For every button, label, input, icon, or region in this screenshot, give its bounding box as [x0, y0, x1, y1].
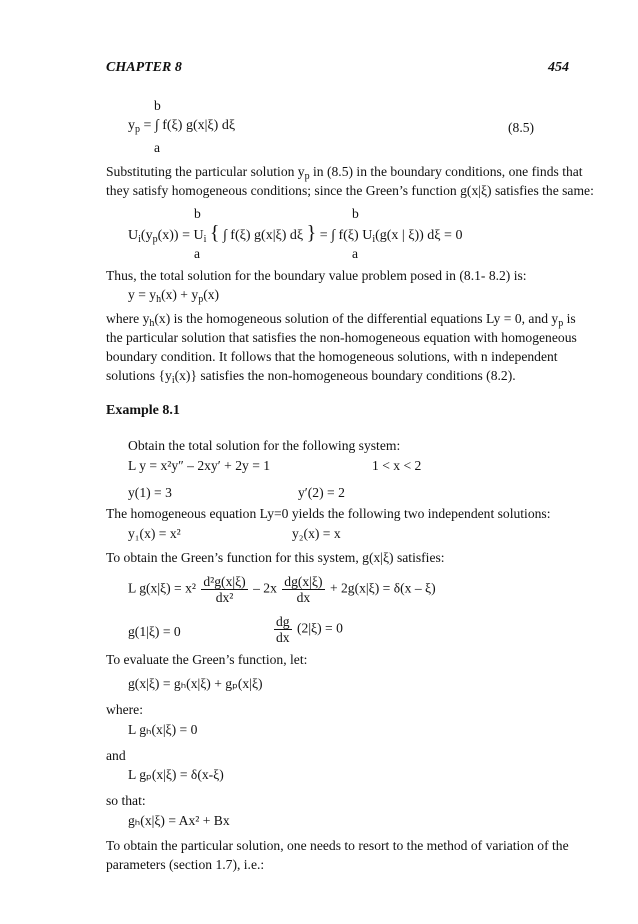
example-eval: To evaluate the Green’s function, let: [106, 652, 308, 667]
eqb-upper2: b [352, 206, 359, 221]
example-green-intro: To obtain the Green’s function for this system, g(x|ξ) satisfies: [106, 550, 445, 565]
example-final-line1: To obtain the particular solution, one needs to resort to the method of variation of the [106, 838, 569, 853]
example-bc2: y′(2) = 2 [298, 485, 345, 500]
green-bc2: $\frac{dg}{dx}$ (2|ξ) = 0 [276, 614, 343, 645]
example-split: g(x|ξ) = gₕ(x|ξ) + gₚ(x|ξ) [128, 676, 263, 691]
chapter-heading: CHAPTER 8 [106, 60, 182, 75]
para3-line2: the particular solution that satisfies the non-homogeneous equation with homogeneous [106, 330, 577, 345]
example-final-line2: parameters (section 1.7), i.e.: [106, 857, 265, 872]
eqb-upper1: b [194, 206, 201, 221]
eqb-body: $U_i(y_p(x)) = U_i$ { ∫ f(ξ) g(x|ξ) dξ } = ∫ f(ξ) $U_i(g(x$ | ξ)) dξ = 0 [128, 222, 463, 245]
example-y1: y₁(x) = x² [128, 526, 181, 541]
example-lgp: L gₚ(x|ξ) = δ(x-ξ) [128, 767, 224, 782]
example-so-that: so that: [106, 793, 146, 808]
green-equation: L g(x|ξ) = x² $\frac{\text{d²g(x|ξ)}}{\text{dx²}}$ – 2x $\frac{dg(x|\xi)}{dx}$ + 2g(x|ξ) = δ(x – ξ) [128, 574, 436, 605]
example-bc1: y(1) = 3 [128, 485, 172, 500]
eqb-lower1: a [194, 246, 201, 261]
para1-line2: they satisfy homogeneous conditions; since the Green’s function g(x|ξ) satisfies the same: [106, 183, 594, 198]
green-bc1: g(1|ξ) = 0 [128, 624, 181, 639]
eq-total: $y = y_h(x) + y_p(x)$ [128, 287, 220, 305]
example-and: and [106, 748, 126, 763]
example-title: Example 8.1 [106, 403, 180, 418]
eq85-upper-limit: b [154, 98, 161, 113]
right-curly-brace-icon: } [306, 222, 317, 244]
page-number: 454 [548, 60, 569, 75]
green-fraction-second-derivative: $\frac{\text{d²g(x|ξ)}}{\text{dx²}}$ [203, 574, 246, 605]
example-ode: L y = x²y″ – 2xy′ + 2y = 1 [128, 458, 271, 473]
green-fraction-first-derivative: $\frac{dg(x|\xi)}{dx}$ [284, 574, 323, 605]
example-where: where: [106, 702, 143, 717]
example-lgh: L gₕ(x|ξ) = 0 [128, 722, 198, 737]
para3-line3: boundary condition. It follows that the homogeneous solutions, with n independent [106, 349, 558, 364]
example-gh: gₕ(x|ξ) = Ax² + Bx [128, 813, 230, 828]
example-homog: The homogeneous equation Ly=0 yields the following two independent solutions: [106, 506, 551, 521]
para2: Thus, the total solution for the boundary value problem posed in (8.1- 8.2) is: [106, 268, 527, 283]
eq85-lower-limit: a [154, 140, 161, 155]
para3-line1: where $y_h(x)$ is the homogeneous solution of the differential equations Ly = 0, and $y_p$ is [106, 311, 576, 329]
left-curly-brace-icon: { [209, 222, 220, 244]
eqb-lower2: a [352, 246, 359, 261]
eq85-number: (8.5) [508, 120, 535, 135]
eq85-body: $y_p$ = ∫ f(ξ) g(x|ξ) dξ [128, 118, 236, 135]
para1-line1: Substituting the particular solution $y_p$ in (8.5) in the boundary conditions, one finds that [106, 164, 583, 182]
para3-line4: solutions $\{y_i(x)\}$ satisfies the non-homogeneous boundary conditions (8.2). [106, 368, 516, 386]
example-intro: Obtain the total solution for the following system: [128, 438, 401, 453]
example-range: 1 < x < 2 [372, 458, 422, 473]
example-y2: y₂(x) = x [292, 526, 341, 541]
